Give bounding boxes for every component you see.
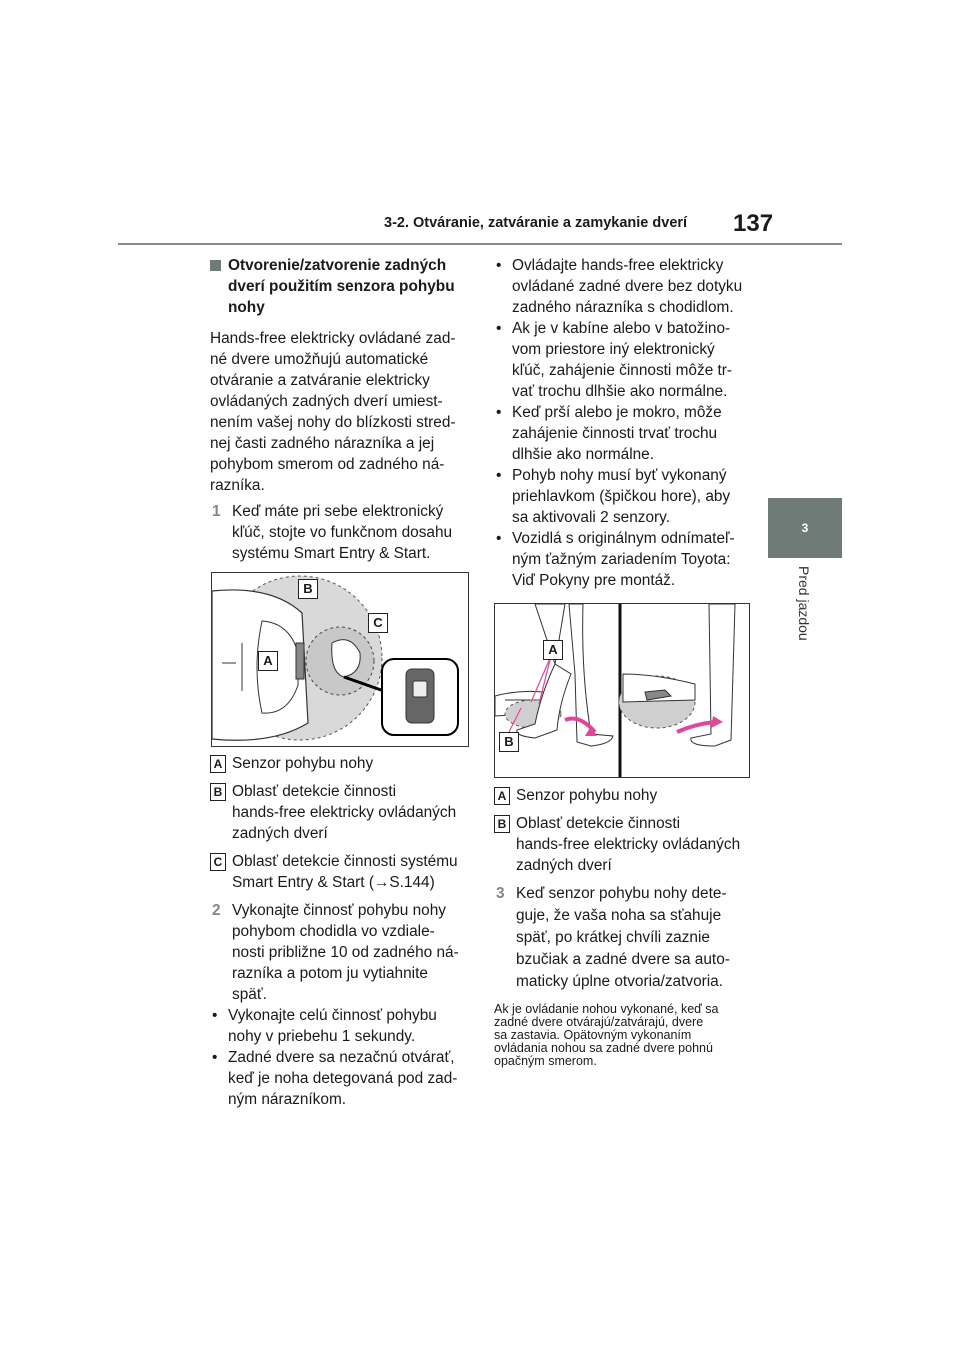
text-line: ným ťažným zariadením Toyota: [512,551,731,568]
step-number: 2 [212,902,221,919]
bullet-icon: • [496,257,502,274]
text-line: Oblasť detekcie činnosti systému [232,853,458,870]
callout-a: A [258,651,278,671]
text-line: dlhšie ako normálne. [512,446,655,463]
text-line: bzučiak a zadné dvere sa auto- [516,951,730,968]
intro-paragraph [210,328,472,496]
chapter-label-container [770,566,840,656]
text-line: ovládané zadné dvere bez dotyku [512,278,743,295]
legend-letter: A [494,787,510,805]
left-column [210,255,472,564]
text-line: Zadné dvere sa nezačnú otvárať, [228,1049,455,1066]
text-line: otváranie a zatváranie elektricky [210,372,430,389]
text-line: ným nárazníkom. [228,1091,347,1108]
bullet-item [494,255,756,318]
legend-letter: A [210,755,226,773]
note-paragraph [494,1003,756,1068]
text-line: kľúč, stojte vo funkčnom dosahu [232,524,453,541]
text-line: Ak je v kabíne alebo v batožino- [512,320,731,337]
right-column [494,255,756,591]
step-number: 3 [496,885,505,902]
legend-letter: B [494,815,510,833]
text-line: nením vašej nohy do blízkosti stred- [210,414,456,431]
text-line: kľúč, zahájenie činnosti môže tr- [512,362,733,379]
legend-letter: C [210,853,226,871]
text-line: nej časti zadného nárazníka a jej [210,435,435,452]
heading-line: dverí použitím senzora pohybu [228,278,455,295]
text-line: pohybom chodidla vo vzdiale- [232,923,435,940]
bullet-icon: • [212,1049,218,1066]
bullet-item [494,528,756,591]
foot-motion-illustration [495,604,749,777]
text-line: Vykonajte celú činnosť pohybu [228,1007,437,1024]
bullet-icon: • [496,404,502,421]
text-line: pohybom smerom od zadného ná- [210,456,445,473]
text-line: Ovládajte hands-free elektricky [512,257,724,274]
text-line: zadných dverí [232,825,328,842]
text-line: keď je noha detegovaná pod zad- [228,1070,458,1087]
step-2 [210,900,472,1005]
text-line: späť, po krátkej chvíli zaznie [516,929,710,946]
text-line: zadných dverí [516,857,612,874]
bullet-item [210,1005,472,1047]
callout-b: B [298,579,318,599]
text-line: Senzor pohybu nohy [516,787,658,804]
text-line: ovládania nohou sa zadné dvere pohnú [494,1041,713,1055]
heading-line: Otvorenie/zatvorenie zadných [228,257,447,274]
chapter-tab [768,498,842,558]
step-1 [210,501,472,564]
bullet-icon: • [496,467,502,484]
chapter-number: 3 [801,521,809,535]
text-line: vom priestore iný elektronický [512,341,715,358]
text-line: späť. [232,986,267,1003]
text-line: Viď Pokyny pre montáž. [512,572,676,589]
text-line: Pohyb nohy musí byť vykonaný [512,467,727,484]
text-line: guje, že vaša noha sa sťahuje [516,907,722,924]
text-line: zahájenie činnosti trvať trochu [512,425,718,442]
text-line: Vykonajte činnosť pohybu nohy [232,902,446,919]
chapter-label: Pred jazdou [796,566,812,641]
left-column-lower [210,753,472,1110]
bullet-icon: • [496,320,502,337]
figure-foot-motion [494,603,750,778]
text-line: né dvere umožňujú automatické [210,351,429,368]
text-line: ovládaných zadných dverí umiest- [210,393,443,410]
bullet-icon: • [212,1007,218,1024]
car-rear-illustration [212,573,468,746]
legend-item-a [494,785,756,806]
text-line: nosti približne 10 od zadného ná- [232,944,459,961]
text-line: Keď senzor pohybu nohy dete- [516,885,727,902]
section-title: 3-2. Otváranie, zatváranie a zamykanie dverí [384,215,688,231]
header-divider [118,243,842,245]
text-line: sa aktivovali 2 senzory. [512,509,670,526]
legend-letter: B [210,783,226,801]
text-line: Oblasť detekcie činnosti [516,815,681,832]
text-line: zadné dvere otvárajú/zatvárajú, dvere [494,1015,704,1029]
text-line: maticky úplne otvoria/zatvoria. [516,973,724,990]
text-line: hands-free elektricky ovládaných [516,836,741,853]
bullet-item [494,318,756,402]
black-square-icon [210,260,221,271]
callout-b: B [499,732,519,752]
text-line: Smart Entry & Start (→S.144) [232,874,435,891]
legend-item-a [210,753,472,774]
heading-line: nohy [228,299,265,316]
section-heading [210,255,472,318]
legend-item-c [210,851,472,893]
legend-item-b [494,813,756,876]
bullet-item [210,1047,472,1110]
callout-a: A [543,640,563,660]
text-line: Senzor pohybu nohy [232,755,374,772]
text-line: Ak je ovládanie nohou vykonané, keď sa [494,1002,719,1016]
text-line: opačným smerom. [494,1054,597,1068]
text-line: priehlavkom (špičkou hore), aby [512,488,731,505]
bullet-item [494,465,756,528]
text-line: Oblasť detekcie činnosti [232,783,397,800]
text-line: Keď prší alebo je mokro, môže [512,404,722,421]
text-line: Keď máte pri sebe elektronický [232,503,444,520]
step-3 [494,883,756,993]
bullet-icon: • [496,530,502,547]
text-line: razníka a potom ju vytiahnite [232,965,428,982]
callout-c: C [368,613,388,633]
text-line: Hands-free elektricky ovládané zad- [210,330,456,347]
text-line: zadného nárazníka s chodidlom. [512,299,734,316]
text-line: systému Smart Entry & Start. [232,545,431,562]
legend-item-b [210,781,472,844]
text-line: vať trochu dlhšie ako normálne. [512,383,728,400]
text-line: sa zastavia. Opätovným vykonaním [494,1028,692,1042]
text-line: nohy v priebehu 1 sekundy. [228,1028,416,1045]
right-column-lower [494,785,756,1068]
figure-sensor-top-view [211,572,469,747]
text-line: razníka. [210,477,265,494]
step-number: 1 [212,503,221,520]
text-line: Vozidlá s originálnym odnímateľ- [512,530,735,547]
page-number: 137 [733,210,774,237]
text-line: hands-free elektricky ovládaných [232,804,457,821]
bullet-item [494,402,756,465]
